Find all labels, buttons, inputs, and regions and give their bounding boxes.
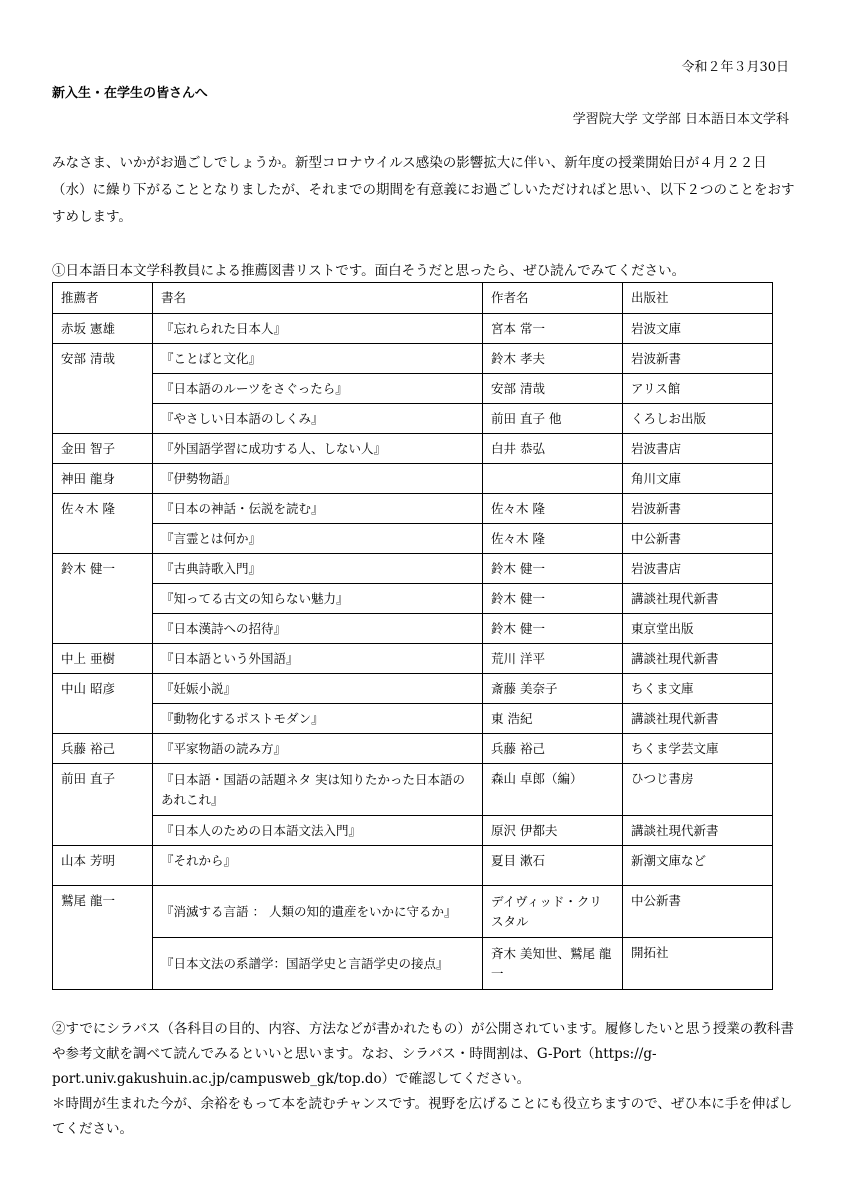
table-row	[53, 494, 773, 524]
title-cell: 『平家物語の読み方』	[153, 734, 483, 764]
author-cell: 東 浩紀	[483, 704, 623, 734]
author-cell: 鈴木 孝夫	[483, 344, 623, 374]
author-cell: 森山 卓郎（編）	[483, 764, 623, 816]
table-row	[53, 644, 773, 674]
recommender-cell: 赤坂 憲雄	[53, 314, 153, 344]
author-cell: 佐々木 隆	[483, 524, 623, 554]
author-cell: 佐々木 隆	[483, 494, 623, 524]
author-cell: 斉木 美知世、鷲尾 龍一	[483, 938, 623, 990]
greeting-heading: 新入生・在学生の皆さんへ	[52, 86, 208, 101]
author-cell: 鈴木 健一	[483, 614, 623, 644]
title-cell: 『日本の神話・伝説を読む』	[153, 494, 483, 524]
publisher-cell: 講談社現代新書	[623, 644, 773, 674]
author-cell: 原沢 伊都夫	[483, 816, 623, 846]
title-cell: 『日本語・国語の話題ネタ 実は知りたかった日本語のあれこれ』	[153, 764, 483, 816]
publisher-cell: くろしお出版	[623, 404, 773, 434]
table-row	[53, 846, 773, 886]
title-cell: 『外国語学習に成功する人、しない人』	[153, 434, 483, 464]
recommender-cell: 佐々木 隆	[53, 494, 153, 554]
title-cell: 『伊勢物語』	[153, 464, 483, 494]
recommender-cell: 兵藤 裕己	[53, 734, 153, 764]
recommender-cell: 鈴木 健一	[53, 554, 153, 644]
recommender-cell: 山本 芳明	[53, 846, 153, 886]
table-row	[53, 404, 773, 434]
publisher-cell: 岩波書店	[623, 554, 773, 584]
publisher-cell: 新潮文庫など	[623, 846, 773, 886]
document-date: 令和２年３月30日	[681, 60, 789, 75]
publisher-cell: 中公新書	[623, 524, 773, 554]
table-header-row	[53, 283, 773, 314]
publisher-cell: 岩波新書	[623, 494, 773, 524]
recommender-cell: 安部 清哉	[53, 344, 153, 434]
publisher-cell: 講談社現代新書	[623, 704, 773, 734]
table-row	[53, 464, 773, 494]
publisher-cell: 講談社現代新書	[623, 584, 773, 614]
table-row	[53, 614, 773, 644]
title-cell: 『古典詩歌入門』	[153, 554, 483, 584]
recommended-books-table	[52, 282, 773, 990]
table-row	[53, 764, 773, 816]
recommender-cell: 金田 智子	[53, 434, 153, 464]
table-row	[53, 374, 773, 404]
title-cell: 『日本文法の系譜学：国語学史と言語学史の接点』	[153, 938, 483, 990]
recommender-cell: 神田 龍身	[53, 464, 153, 494]
author-cell: 白井 恭弘	[483, 434, 623, 464]
notes-section	[52, 1017, 797, 1142]
title-cell: 『日本漢詩への招待』	[153, 614, 483, 644]
author-cell	[483, 464, 623, 494]
intro-paragraph: みなさま、いかがお過ごしでしょうか。新型コロナウイルス感染の影響拡大に伴い、新年度の授業開始日が４月２２日（水）に繰り下がることとなりましたが、それまでの期間を有意義にお過ごしいただければと思い、以下２つのことをおすすめします。	[52, 155, 795, 225]
title-cell: 『ことばと文化』	[153, 344, 483, 374]
publisher-cell: 講談社現代新書	[623, 816, 773, 846]
recommender-cell: 中山 昭彦	[53, 674, 153, 734]
author-cell: 宮本 常一	[483, 314, 623, 344]
publisher-cell: 岩波書店	[623, 434, 773, 464]
table-row	[53, 938, 773, 990]
title-cell: 『日本人のための日本語文法入門』	[153, 816, 483, 846]
header-author: 作者名	[483, 283, 623, 314]
author-cell: 斎藤 美奈子	[483, 674, 623, 704]
table-row	[53, 886, 773, 938]
department-name: 学習院大学 文学部 日本語日本文学科	[572, 112, 789, 127]
publisher-cell: 角川文庫	[623, 464, 773, 494]
publisher-cell: 岩波文庫	[623, 314, 773, 344]
title-cell: 『日本語のルーツをさぐったら』	[153, 374, 483, 404]
publisher-cell: 岩波新書	[623, 344, 773, 374]
author-cell: 前田 直子 他	[483, 404, 623, 434]
table-row	[53, 704, 773, 734]
publisher-cell: 東京堂出版	[623, 614, 773, 644]
title-cell: 『やさしい日本語のしくみ』	[153, 404, 483, 434]
table-row	[53, 344, 773, 374]
author-cell: 鈴木 健一	[483, 554, 623, 584]
publisher-cell: ちくま学芸文庫	[623, 734, 773, 764]
syllabus-note: ②すでにシラバス（各科目の目的、内容、方法などが書かれたもの）が公開されています。履修したいと思う授業の教科書や参考文献を調べて読んでみるといいと思います。なお、シラバス・時間割は、G-Port（https://g-port.univ.gakushuin.ac.jp/campusweb_gk/top.do）で確認してください。	[52, 1021, 794, 1087]
publisher-cell: ちくま文庫	[623, 674, 773, 704]
table-row	[53, 554, 773, 584]
recommender-cell: 前田 直子	[53, 764, 153, 846]
table-row	[53, 584, 773, 614]
publisher-cell: ひつじ書房	[623, 764, 773, 816]
table-row	[53, 816, 773, 846]
table-row	[53, 434, 773, 464]
author-cell: 兵藤 裕己	[483, 734, 623, 764]
author-cell: 安部 清哉	[483, 374, 623, 404]
title-cell: 『忘れられた日本人』	[153, 314, 483, 344]
header-title: 書名	[153, 283, 483, 314]
title-cell: 『知ってる古文の知らない魅力』	[153, 584, 483, 614]
title-cell: 『言霊とは何か』	[153, 524, 483, 554]
publisher-cell: 開拓社	[623, 938, 773, 990]
table-row	[53, 314, 773, 344]
author-cell: 鈴木 健一	[483, 584, 623, 614]
table-row	[53, 674, 773, 704]
closing-note: ＊時間が生まれた今が、余裕をもって本を読むチャンスです。視野を広げることにも役立ちますので、ぜひ本に手を伸ばしてください。	[52, 1096, 793, 1137]
publisher-cell: アリス館	[623, 374, 773, 404]
recommender-cell: 中上 亜樹	[53, 644, 153, 674]
table-row	[53, 524, 773, 554]
title-cell: 『それから』	[153, 846, 483, 886]
title-cell: 『消滅する言語 ： 人類の知的遺産をいかに守るか』	[153, 886, 483, 938]
author-cell: デイヴィッド・クリスタル	[483, 886, 623, 938]
table-row	[53, 734, 773, 764]
author-cell: 夏目 漱石	[483, 846, 623, 886]
publisher-cell: 中公新書	[623, 886, 773, 938]
author-cell: 荒川 洋平	[483, 644, 623, 674]
book-list-caption: ①日本語日本文学科教員による推薦図書リストです。面白そうだと思ったら、ぜひ読んでみてください。	[52, 263, 686, 279]
title-cell: 『動物化するポストモダン』	[153, 704, 483, 734]
header-publisher: 出版社	[623, 283, 773, 314]
title-cell: 『妊娠小説』	[153, 674, 483, 704]
header-recommender: 推薦者	[53, 283, 153, 314]
title-cell: 『日本語という外国語』	[153, 644, 483, 674]
recommender-cell: 鷲尾 龍一	[53, 886, 153, 990]
